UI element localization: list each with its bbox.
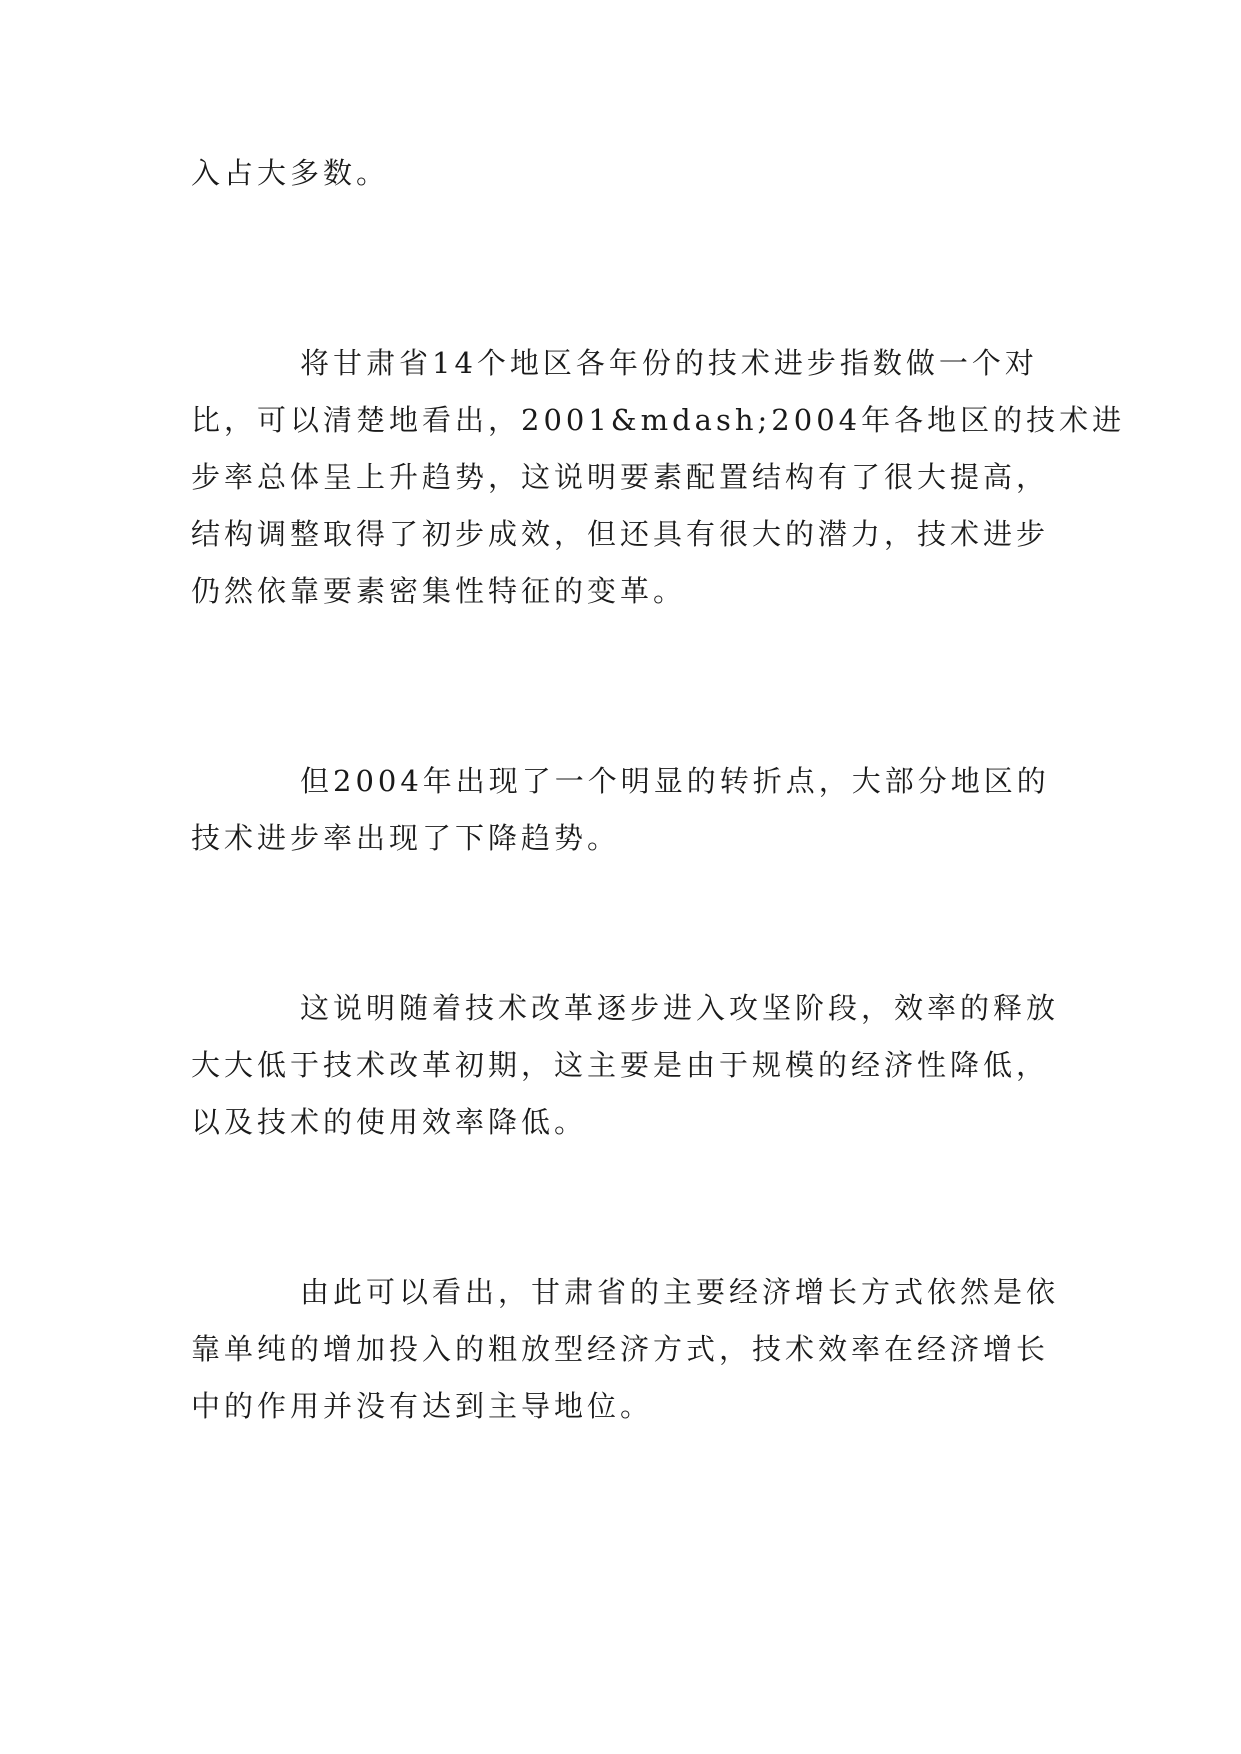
paragraph-2-line-3: 步率总体呈上升趋势，这说明要素配置结构有了很大提高， <box>191 460 1050 494</box>
paragraph-2-line-4: 结构调整取得了初步成效，但还具有很大的潜力，技术进步 <box>191 517 1050 551</box>
paragraph-1-line-1: 入占大多数。 <box>191 156 390 190</box>
paragraph-5-line-3: 中的作用并没有达到主导地位。 <box>191 1389 654 1423</box>
paragraph-2-line-5: 仍然依靠要素密集性特征的变革。 <box>191 574 687 608</box>
paragraph-5-line-1: 由此可以看出，甘肃省的主要经济增长方式依然是依 <box>300 1275 1060 1309</box>
paragraph-5-line-2: 靠单纯的增加投入的粗放型经济方式，技术效率在经济增长 <box>191 1332 1050 1366</box>
paragraph-4-line-2: 大大低于技术改革初期，这主要是由于规模的经济性降低， <box>191 1048 1050 1082</box>
paragraph-4-line-3: 以及技术的使用效率降低。 <box>191 1105 588 1139</box>
paragraph-2-line-1: 将甘肃省14个地区各年份的技术进步指数做一个对 <box>300 346 1038 380</box>
paragraph-4-line-1: 这说明随着技术改革逐步进入攻坚阶段，效率的释放 <box>300 991 1060 1025</box>
paragraph-3-line-2: 技术进步率出现了下降趋势。 <box>191 821 621 855</box>
paragraph-2-line-2: 比，可以清楚地看出，2001&mdash;2004年各地区的技术进 <box>191 403 1126 437</box>
paragraph-3-line-1: 但2004年出现了一个明显的转折点，大部分地区的 <box>300 764 1050 798</box>
